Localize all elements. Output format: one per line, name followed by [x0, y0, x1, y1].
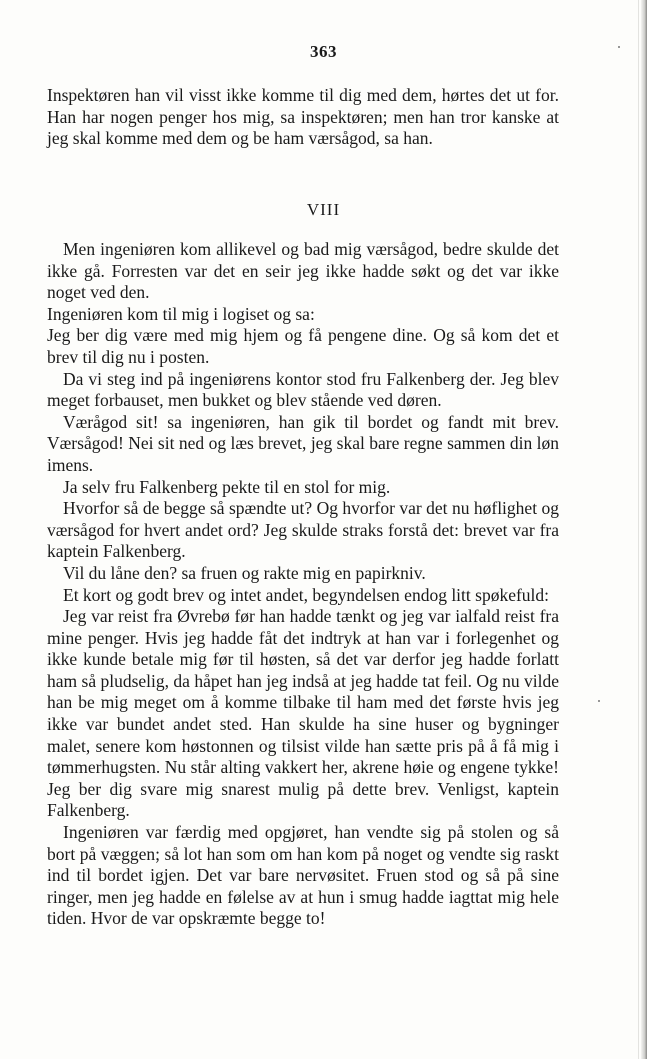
paragraph: Ingeniøren kom til mig i logiset og sa:	[47, 303, 315, 324]
page-number: 363	[310, 42, 337, 61]
paper-speck	[618, 46, 620, 48]
paragraph: Et kort og godt brev og intet andet, begyndelsen endog litt spøkefuld:	[63, 584, 550, 605]
letter-paragraph: Jeg var reist fra Øvrebø før han hadde tænkt og jeg var ialfald reist fra mine penger. Hvis jeg hadde fåt det indtryk at han var i forlegenhet og ikke kunde betale mig før til høsten, så det var derfor jeg hadde forlatt ham så pludselig, da håpet han jeg indså at jeg hadde tat feil. Og nu vilde han be mig meget om å komme tilbake til ham med det første hvis jeg ikke var bundet andet sted. Han skulde ha sine huser og bygninger malet, senere kom høstonnen og tilsist vilde han sætte pris på å få mig i tømmerhugsten. Nu står alting vakkert her, akrene høie og engene tykke! Jeg ber dig svare mig snarest mulig på dette brev. Venligst, kaptein Falkenberg.	[47, 606, 559, 821]
opening-paragraph: Inspektøren han vil visst ikke komme til dig med dem, hørtes det ut for. Han har nogen penger hos mig, sa inspektøren; men han tror kanske at jeg skal komme med dem og be ham værsågod, sa han.	[47, 85, 559, 149]
paragraph: Vil du låne den? sa fruen og rakte mig en papirkniv.	[63, 562, 426, 583]
page-edge-shadow	[641, 0, 647, 1059]
paragraph: Men ingeniøren kom allikevel og bad mig værsågod, bedre skulde det ikke gå. Forresten var det en seir jeg ikke hadde søkt og det var ikke noget ved den.	[47, 239, 559, 303]
paragraph: Da vi steg ind på ingeniørens kontor stod fru Falkenberg der. Jeg blev meget forbauset, men bukket og blev stående ved døren.	[47, 368, 559, 411]
opening-text	[47, 85, 559, 150]
page-edge-line	[638, 0, 639, 1059]
paragraph: Hvorfor så de begge så spændte ut? Og hvorfor var det nu høflighet og værsågod for hvert andet ord? Jeg skulde straks forstå det: brevet var fra kaptein Falkenberg.	[47, 498, 559, 562]
paragraph: Værågod sit! sa ingeniøren, han gik til bordet og fandt mit brev. Værsågod! Nei sit ned og læs brevet, jeg skal bare regne sammen din løn imens.	[47, 411, 559, 475]
chapter-body	[47, 239, 559, 930]
paragraph: Ingeniøren var færdig med opgjøret, han vendte sig på stolen og så bort på væggen; så lot han som om han kom på noget og vendte sig raskt ind til bordet igjen. Det var bare nervøsitet. Fruen stod og så på sine ringer, men jeg hadde en følelse av at hun i smug hadde iagttat mig hele tiden. Hvor de var opskræmte begge to!	[47, 822, 559, 929]
chapter-heading: VIII	[306, 200, 341, 219]
paper-speck	[598, 700, 600, 702]
paragraph: Ja selv fru Falkenberg pekte til en stol for mig.	[63, 476, 391, 497]
paragraph: Jeg ber dig være med mig hjem og få pengene dine. Og så kom det et brev til dig nu i posten.	[47, 325, 559, 367]
